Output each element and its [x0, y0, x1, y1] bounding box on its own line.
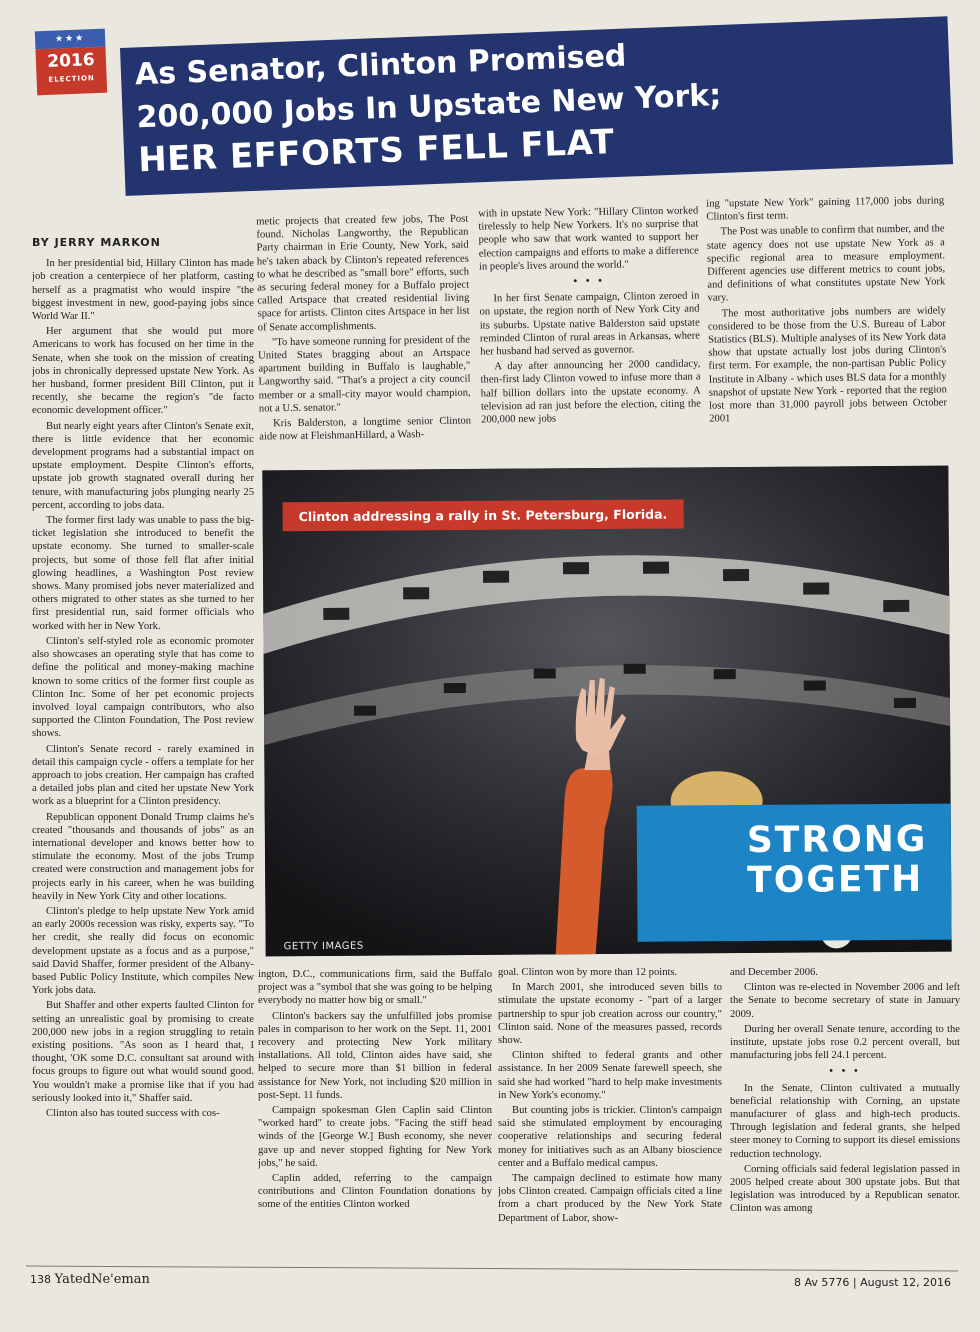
rally-photo [262, 466, 951, 957]
headline-line-1: As Senator, Clinton Promised [134, 38, 627, 93]
paragraph: In March 2001, she introduced seven bills to stimulate the upstate economy - "part of a larger partnership to spur job creation across our country," Clinton said. None of the measures passed, records show. [498, 982, 722, 1047]
paragraph: In her first Senate campaign, Clinton zeroed in on upstate, the region north of New York City and its suburbs. Upstate native Balderston said upstate reminded Clinton of rural areas in Arkansas, where her husband had served as governor. [479, 290, 701, 358]
footer-rule [26, 1266, 958, 1272]
article-column-3-continued [498, 966, 722, 1240]
paragraph: Caplin added, referring to the campaign contributions and Clinton Foundation donations by some of the entities Clinton worked [258, 1173, 492, 1211]
paragraph: with in upstate New York: "Hillary Clinton worked tirelessly to help New Yorkers. It's no surprise that people who saw that work wanted to support her election campaigns and efforts to make a difference in people's lives around the world." [478, 205, 699, 273]
paragraph: The campaign declined to estimate how many jobs Clinton created. Campaign officials cited a line from a chart produced by the New York State Department of Labor, show- [498, 1173, 722, 1224]
article-column-4-continued [730, 966, 960, 1236]
headline-line-2: 200,000 Jobs In Upstate New York; [136, 77, 722, 136]
paragraph: Clinton's self-styled role as economic promoter also showcases an operating style that has come to define the political and money-making machine known to some critics of the former first couple as Clinton Inc. Some of her pet economic projects involved loyal campaign contributors, who also supported the Clinton Foundation, The Post review shows. [32, 635, 254, 740]
issue-date: 8 Av 5776 | August 12, 2016 [794, 1276, 952, 1289]
headline-banner [120, 16, 953, 196]
headline-line-3: HER EFFORTS FELL FLAT [137, 122, 616, 181]
paragraph: Clinton's pledge to help upstate New York amid an early 2000s recession was risky, experts say. "To her credit, she really did focus on economic development upstate as a focus and as a purpose," said David Shaffer, former president of the Albany-based Public Policy Institute, which compiles New York jobs data. [32, 905, 254, 997]
paragraph: Clinton's backers say the unfulfilled jobs promise pales in comparison to her work on the Sept. 11, 2001 recovery and protecting New York military installations. All told, Clinton aides have said, she helped to secure more than $1 billion in federal assistance for New York, not including $20 million in post-Sept. 11 funds. [258, 1010, 492, 1101]
footer-left [30, 1272, 150, 1287]
paragraph: metic projects that created few jobs, The Post found. Nicholas Langworthy, the Republican Party chairman in Erie County, New York, said he's taken aback by Clinton's repeated references to what he described as "small bore" efforts, such as securing federal money for a Buffalo project called Artspace that created residential living space for artists. Clinton cites Artspace in her list of Senate accomplishments. [256, 213, 470, 334]
article-column-3 [478, 204, 702, 475]
paragraph: Kris Balderston, a longtime senior Clinton aide now at FleishmanHillard, a Wash- [259, 415, 472, 443]
paragraph: "To have someone running for president of the United States bragging about an Artspace apartment building in Buffalo is laughable," Langworthy said. "That's a project a city council member or a small-city mayor would champion, not a U.S. senator." [258, 334, 471, 415]
headline [134, 22, 948, 182]
paragraph: But Shaffer and other experts faulted Clinton for setting an unrealistic goal by promising to create 200,000 new jobs in a region struggling to retain existing positions. "As soon as I heard that, I thought, 'OK some D.C. consultant sat around with focus groups to figure out what would sound good. You wouldn't make a promise like that if you had seriously looked into it," Shaffer said. [32, 1000, 254, 1104]
sign-line-2: TOGETH [747, 858, 924, 902]
paragraph: But counting jobs is trickier. Clinton's campaign said she stimulated employment by encouraging cooperative relationships and securing federal money for initiatives such as an Albany bioscience center and a Buffalo medical campus. [498, 1105, 722, 1169]
election-2016-badge [35, 29, 107, 96]
paragraph: and December 2006. [730, 967, 818, 978]
paragraph: Her argument that she would put more Americans to work has focused on her time in the Senate, when she took on the mission of creating jobs in chronically depressed upstate New York. As her husband, former president Bill Clinton, put it recently, she became the region's "de facto economic development officer." [32, 326, 254, 417]
paragraph: The most authoritative jobs numbers are widely considered to be those from the U.S. Bureau of Labor Statistics (BLS). Multiple analyses of its New York data show that upstate actually lost jobs during Clinton's first term. For example, the non-partisan Public Policy Institute in Albany - which uses BLS data for a monthly snapshot of upstate New York - reported that the region lost more than 31,000 payroll jobs between October 2001 [707, 304, 948, 425]
page-number: 138 [30, 1273, 51, 1286]
badge-stars: ★★★ [35, 29, 106, 50]
section-separator: • • • [829, 1066, 861, 1078]
paragraph: Campaign spokesman Glen Caplin said Clinton "worked hard" to create jobs. "Facing the stiff head winds of the [George W.] Bush economy, she never gave up and never stopped fighting for New York jobs," he said. [258, 1105, 492, 1169]
section-separator: • • • [573, 275, 605, 288]
paragraph: In her presidential bid, Hillary Clinton has made job creation a centerpiece of her platform, casting herself as a pragmatist who would inspire "the biggest investment in new, good-paying jobs since World War II." [32, 258, 254, 323]
article-column-2-continued [258, 968, 492, 1238]
sign-line-1: STRONG [746, 818, 928, 862]
article-column-1 [32, 236, 254, 1236]
paragraph: Clinton also has touted success with cos- [46, 1108, 220, 1119]
article-column-2 [256, 213, 472, 478]
publication-name: YatedNe'eman [54, 1272, 150, 1287]
sign-text [747, 820, 928, 901]
paragraph: The Post was unable to confirm that number, and the state agency does not use upstate New York as a specific regional area to measure employment. Different agencies use different metrics to count jobs, and definitions of what constitutes upstate New York vary. [706, 223, 946, 305]
badge-year-text: 2016 [46, 50, 95, 72]
paragraph: But nearly eight years after Clinton's Senate exit, there is little evidence that her economic development programs had a substantial impact on upstate employment. Despite Clinton's efforts, upstate job growth stagnated overall during her tenure, with manufacturing jobs plunging nearly 25 percent, according to jobs data. [32, 420, 254, 511]
photo-caption: Clinton addressing a rally in St. Petersburg, Florida. [283, 499, 684, 531]
photo-credit: GETTY IMAGES [283, 940, 364, 953]
article-column-4 [706, 194, 948, 467]
paragraph: During her overall Senate tenure, according to the institute, upstate jobs rose 0.2 percent overall, but manufacturing jobs fell 24.1 percent. [730, 1023, 960, 1062]
paragraph: Corning officials said federal legislation passed in 2005 helped create about 300 upstate jobs. But that legislation was introduced by a Republican senator. Clinton was among [730, 1163, 960, 1215]
paragraph: Clinton's Senate record - rarely examined in detail this campaign cycle - offers a template for her approach to jobs creation. Her campaign has crafted a detailed jobs plan and cited her upstate New York work as a blueprint for a Clinton presidency. [32, 743, 254, 808]
byline: BY JERRY MARKON [32, 236, 161, 249]
paragraph: The former first lady was unable to pass the big-ticket legislation she introduced to benefit the upstate economy. She turned to smaller-scale projects, but some of those fell flat after initial glowing headlines, a Washington Post review shows. Many promised jobs never materialized and others migrated to other states as she turned to her first presidential run, said former officials who worked with her in New York. [32, 515, 254, 632]
paragraph: In the Senate, Clinton cultivated a mutually beneficial relationship with Corning, an upstate manufacturer of glass and high-tech products. Through legislation and federal grants, she helped steer money to Corning to support its diesel emissions reduction technology. [730, 1082, 960, 1160]
badge-year [35, 47, 107, 96]
paragraph: Republican opponent Donald Trump claims he's created "thousands and thousands of jobs" as an international developer and knows better how to stimulate the economy. Most of the jobs Trump created were construction and management jobs for projects early in his career, when he was building heavily in New York City and other locations. [32, 811, 254, 902]
paragraph: Clinton shifted to federal grants and other assistance. In her 2009 Senate farewell speech, she said she had worked "hard to help make investments in New York's economy." [498, 1050, 722, 1101]
badge-label: ELECTION [48, 74, 95, 84]
stronger-together-sign [637, 803, 952, 941]
paragraph: Clinton was re-elected in November 2006 and left the Senate to become secretary of state in January 2009. [730, 982, 960, 1020]
paragraph: A day after announcing her 2000 candidacy, then-first lady Clinton vowed to infuse more than a half billion dollars into the upstate economy. A television ad ran just before the election, citing the 200,000 new jobs [480, 358, 701, 426]
paragraph: ington, D.C., communications firm, said the Buffalo project was a "symbol that she was going to be helping everybody no matter how big or small." [258, 969, 492, 1007]
paragraph: ing "upstate New York" gaining 117,000 jobs during Clinton's first term. [706, 195, 945, 223]
paragraph: goal. Clinton won by more than 12 points. [498, 967, 678, 978]
